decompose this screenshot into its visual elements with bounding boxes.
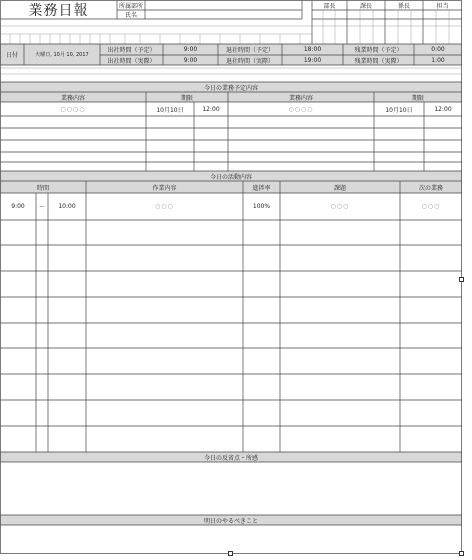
activity-progress-cell[interactable]: 100% [252,203,271,210]
leave-actual-label: 退社時間（実際） [225,57,274,65]
start-actual-label: 出社時間（実際） [107,57,156,65]
plan-deadline-header-right: 期限 [411,94,424,102]
plan-right-content-cell[interactable]: ○○○○ [288,105,314,113]
activity-work-cell[interactable]: ○○○ [155,203,174,210]
activity-tilde: ～ [38,204,45,211]
activity-issue-cell[interactable]: ○○○ [330,203,350,210]
start-plan-label: 出社時間（予定） [107,47,156,54]
approval-manager-label: 部長 [323,2,336,10]
dept-field[interactable] [145,0,302,10]
overtime-actual-label: 残業時間（実際） [354,57,403,65]
date-value[interactable]: 火曜日, 10月 10, 2017 [35,52,89,58]
activity-end-time[interactable]: 10:00 [58,203,76,210]
leave-actual-value[interactable]: 19:00 [303,56,322,64]
overtime-actual-value[interactable]: 1:00 [431,56,445,64]
plan-content-header-right: 業務内容 [288,94,313,102]
reflection-section-title: 今日の反省点・所感 [203,454,258,462]
leave-plan-value[interactable]: 18:00 [303,46,322,53]
reflection-text-area[interactable] [0,462,462,515]
resize-handle-right[interactable] [459,277,464,282]
resize-handle-bottom[interactable] [228,551,233,556]
start-plan-value[interactable]: 9:00 [183,46,198,53]
tomorrow-text-area[interactable] [0,525,462,554]
plan-section-title: 今日の業務予定内容 [203,84,258,92]
approval-supervisor-label: 係長 [397,2,410,10]
report-title: 業務日報 [28,2,89,19]
plan-right-date-cell[interactable]: 10月10日 [385,106,413,114]
leave-plan-label: 退社時間（予定） [225,47,274,54]
name-label: 氏名 [124,12,137,19]
plan-content-header-left: 業務内容 [60,94,85,102]
approval-staff-label: 担当 [436,2,449,10]
activity-progress-header: 進捗率 [252,184,271,192]
dept-label: 所属部所 [118,2,143,10]
activity-time-header: 時間 [36,184,49,192]
date-label: 日付 [5,52,18,59]
plan-left-time-cell[interactable]: 12:00 [202,105,220,113]
plan-left-date-cell[interactable]: 10月10日 [156,106,184,114]
plan-deadline-header-left: 期限 [180,94,193,102]
name-field[interactable] [145,10,302,19]
activity-issue-header: 課題 [333,184,346,192]
plan-left-content-cell[interactable]: ○○○○ [60,105,86,113]
overtime-plan-value[interactable]: 0:00 [431,46,445,53]
activity-start-time[interactable]: 9:00 [11,203,25,210]
overtime-plan-label: 残業時間（予定） [354,47,403,54]
start-actual-value[interactable]: 9:00 [183,56,198,64]
approval-section-chief-label: 課長 [359,2,372,10]
tomorrow-section-title: 明日のやるべきこと [203,517,258,525]
activity-section-title: 今日の活動内容 [209,173,252,181]
activity-next-cell[interactable]: ○○○ [421,203,441,210]
activity-next-header: 次の業務 [418,184,443,192]
activity-work-header: 作業内容 [152,184,177,192]
plan-right-time-cell[interactable]: 12:00 [434,105,452,113]
resize-handle-bottom-right[interactable] [459,551,464,556]
